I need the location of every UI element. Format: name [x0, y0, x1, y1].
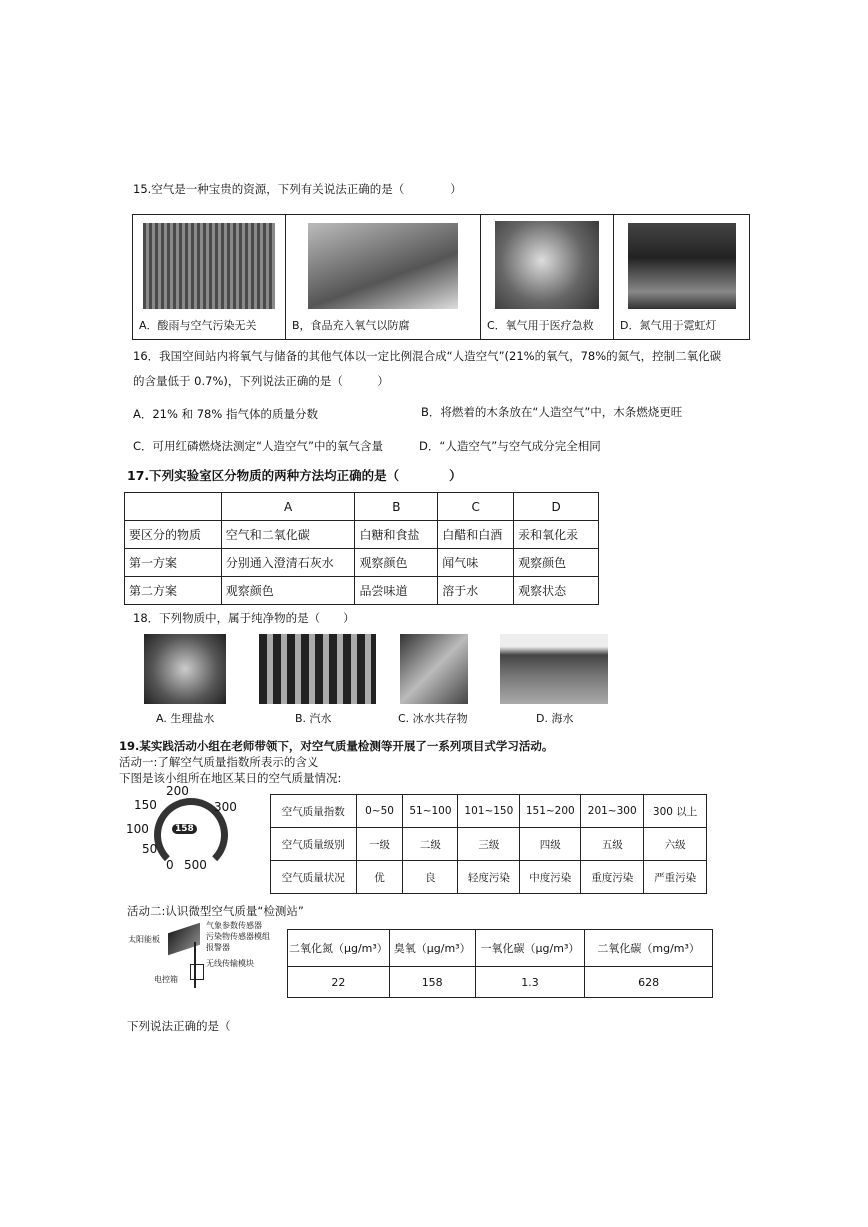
table-cell: 空气和二氧化碳	[221, 521, 355, 549]
q15-option-d[interactable]	[614, 215, 749, 339]
table-cell: 51~100	[403, 795, 458, 828]
table-cell: 二氧化碳（mg/m³）	[585, 930, 713, 967]
table-cell: 628	[585, 967, 713, 998]
table-cell: 品尝味道	[355, 577, 438, 605]
q15-option-c-label: C．氧气用于医疗急救	[487, 319, 594, 332]
q19-intro: 下图是该小组所在地区某日的空气质量情况:	[119, 771, 342, 785]
medical-oxygen-image	[495, 221, 599, 309]
q18-caption-a: A. 生理盐水	[156, 712, 215, 725]
neon-lights-image	[628, 223, 736, 309]
aqi-gauge	[126, 784, 238, 874]
table-cell: 闻气味	[438, 549, 514, 577]
aqi-table	[270, 794, 707, 894]
table-cell: 22	[288, 967, 390, 998]
table-cell: 空气质量级别	[271, 828, 357, 861]
table-cell: 四级	[520, 828, 581, 861]
gauge-tick-label: 50	[142, 842, 158, 856]
table-cell: 良	[403, 861, 458, 894]
q17-header-cell: C	[438, 493, 514, 521]
q16-option-d[interactable]: D．“人造空气”与空气成分完全相同	[419, 439, 601, 453]
gauge-tick-label: 300	[214, 800, 237, 814]
table-row	[271, 795, 707, 828]
table-cell: 101~150	[458, 795, 520, 828]
table-cell: 六级	[644, 828, 707, 861]
q19-activity1: 活动一:了解空气质量指数所表示的含义	[119, 755, 319, 769]
q16-option-b[interactable]: B．将燃着的木条放在“人造空气”中，木条燃烧更旺	[421, 405, 683, 419]
table-cell: 第二方案	[125, 577, 222, 605]
table-row	[288, 967, 713, 998]
station-label: 无线传输模块	[206, 959, 254, 968]
table-row	[288, 930, 713, 967]
station-label: 污染物传感器模组	[206, 932, 270, 941]
station-diagram	[128, 920, 278, 992]
station-label: 太阳能板	[128, 935, 160, 944]
soda-image[interactable]	[259, 634, 376, 704]
table-cell: 白糖和食盐	[355, 521, 438, 549]
table-cell: 溶于水	[438, 577, 514, 605]
q16-option-a[interactable]: A．21% 和 78% 指气体的质量分数	[133, 407, 318, 421]
table-cell: 汞和氧化汞	[514, 521, 599, 549]
table-cell: 151~200	[520, 795, 581, 828]
table-cell: 二氧化氮（μg/m³）	[288, 930, 390, 967]
acid-rain-image	[143, 223, 275, 309]
table-cell: 分别通入澄清石灰水	[221, 549, 355, 577]
q17-header-cell: B	[355, 493, 438, 521]
table-cell: 轻度污染	[458, 861, 520, 894]
q15-option-d-label: D．氮气用于霓虹灯	[620, 319, 717, 332]
gauge-tick-label: 0	[166, 858, 174, 872]
saline-image[interactable]	[144, 634, 226, 704]
control-box-icon	[190, 964, 204, 980]
table-cell: 0~50	[356, 795, 403, 828]
table-cell: 要区分的物质	[125, 521, 222, 549]
q17-stem: 17.下列实验室区分物质的两种方法均正确的是（ ）	[127, 468, 462, 483]
q15-option-b[interactable]	[286, 215, 481, 339]
station-label: 报警器	[206, 943, 230, 952]
gauge-value: 158	[172, 824, 197, 834]
table-cell: 空气质量状况	[271, 861, 357, 894]
gauge-tick-label: 200	[166, 784, 189, 798]
table-cell: 三级	[458, 828, 520, 861]
table-cell: 1.3	[475, 967, 585, 998]
table-cell: 一级	[356, 828, 403, 861]
station-label: 气象参数传感器	[206, 921, 262, 930]
q16-stem-line2: 的含量低于 0.7%)，下列说法正确的是（ ）	[133, 374, 389, 388]
q17-table	[124, 492, 599, 605]
q16-stem-line1: 16．我国空间站内将氧气与储备的其他气体以一定比例混合成“人造空气”(21%的氧气，78%的氮气，控制二氧化碳	[133, 349, 722, 363]
table-cell: 观察颜色	[221, 577, 355, 605]
table-row	[125, 577, 599, 605]
q18-caption-d: D. 海水	[536, 712, 574, 725]
seawater-image[interactable]	[500, 634, 608, 704]
table-cell: 300 以上	[644, 795, 707, 828]
table-cell: 重度污染	[581, 861, 644, 894]
table-row	[125, 521, 599, 549]
table-cell: 观察颜色	[355, 549, 438, 577]
table-cell: 严重污染	[644, 861, 707, 894]
q16-option-c[interactable]: C．可用红磷燃烧法测定“人造空气”中的氧气含量	[133, 439, 383, 453]
table-cell: 201~300	[581, 795, 644, 828]
table-cell: 空气质量指数	[271, 795, 357, 828]
table-cell: 观察颜色	[514, 549, 599, 577]
table-cell: 一氧化碳（μg/m³）	[475, 930, 585, 967]
table-cell: 第一方案	[125, 549, 222, 577]
ice-water-image[interactable]	[400, 634, 468, 704]
gauge-tick-label: 150	[134, 798, 157, 812]
q19-activity2: 活动二:认识微型空气质量“检测站”	[127, 904, 304, 918]
q17-header-cell	[125, 493, 222, 521]
q17-header-cell: A	[221, 493, 355, 521]
gauge-tick-label: 100	[126, 822, 149, 836]
q17-header-row	[125, 493, 599, 521]
q18-caption-c: C. 冰水共存物	[398, 712, 468, 725]
q15-option-c[interactable]	[481, 215, 614, 339]
table-row	[271, 861, 707, 894]
table-cell: 优	[356, 861, 403, 894]
q19-final-prompt: 下列说法正确的是（	[127, 1019, 231, 1033]
q17-header-cell: D	[514, 493, 599, 521]
table-cell: 158	[389, 967, 475, 998]
q15-stem: 15.空气是一种宝贵的资源，下列有关说法正确的是（ ）	[133, 182, 462, 196]
gauge-tick-label: 500	[184, 858, 207, 872]
table-cell: 白醋和白酒	[438, 521, 514, 549]
table-row	[271, 828, 707, 861]
station-label: 电控箱	[154, 975, 178, 984]
q18-caption-b: B. 汽水	[295, 712, 332, 725]
table-cell: 中度污染	[520, 861, 581, 894]
table-row	[125, 549, 599, 577]
table-cell: 五级	[581, 828, 644, 861]
q18-stem: 18．下列物质中，属于纯净物的是（ ）	[133, 611, 355, 625]
pollutant-table	[287, 929, 713, 998]
q15-option-grid	[132, 214, 750, 340]
food-package-image	[308, 223, 458, 309]
table-cell: 二级	[403, 828, 458, 861]
q19-stem: 19.某实践活动小组在老师带领下，对空气质量检测等开展了一系列项目式学习活动。	[119, 739, 554, 753]
q15-option-a-label: A．酸雨与空气污染无关	[139, 319, 257, 332]
q15-option-b-label: B，食品充入氧气以防腐	[292, 319, 410, 332]
q15-option-a[interactable]	[133, 215, 286, 339]
table-cell: 观察状态	[514, 577, 599, 605]
table-cell: 臭氧（μg/m³）	[389, 930, 475, 967]
